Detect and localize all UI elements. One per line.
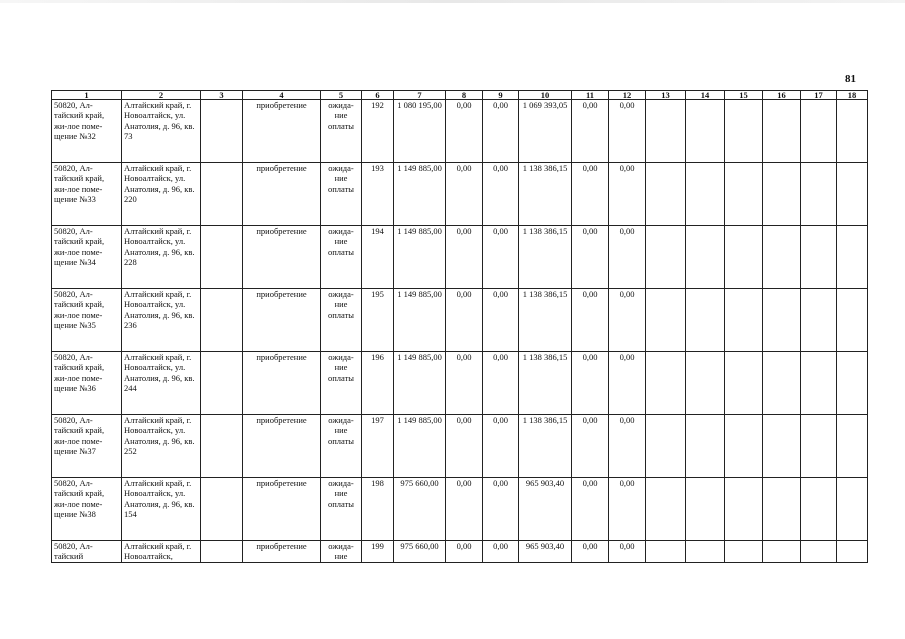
column-header: 9 <box>483 91 519 100</box>
scan-edge <box>0 0 905 3</box>
table-cell: 0,00 <box>483 415 519 478</box>
table-cell: приобретение <box>243 478 321 541</box>
table-cell <box>686 541 725 563</box>
table-cell <box>837 352 868 415</box>
page-number: 81 <box>845 73 856 85</box>
table-cell <box>201 226 243 289</box>
table-cell: 50820, Ал-тайский <box>52 541 122 563</box>
table-cell: ожида-ние оплаты <box>321 478 362 541</box>
table-cell: 0,00 <box>446 478 483 541</box>
table-cell: 0,00 <box>483 163 519 226</box>
table-cell: 0,00 <box>483 100 519 163</box>
table-cell: ожида-ние оплаты <box>321 415 362 478</box>
table-cell <box>686 226 725 289</box>
table-cell: Алтайский край, г. Новоалтайск, <box>122 541 201 563</box>
column-header: 4 <box>243 91 321 100</box>
table-cell: 0,00 <box>609 352 646 415</box>
table-cell: 0,00 <box>572 415 609 478</box>
table-cell: 1 138 386,15 <box>519 226 572 289</box>
table-cell <box>646 163 686 226</box>
table-cell: 0,00 <box>446 289 483 352</box>
table-cell: 975 660,00 <box>394 478 446 541</box>
column-header: 2 <box>122 91 201 100</box>
table-cell: Алтайский край, г. Новоалтайск, ул. Анатолия, д. 96, кв. 228 <box>122 226 201 289</box>
column-header: 8 <box>446 91 483 100</box>
table-cell: 0,00 <box>572 541 609 563</box>
table-cell <box>201 163 243 226</box>
column-header: 1 <box>52 91 122 100</box>
table-cell: 0,00 <box>483 289 519 352</box>
column-header: 12 <box>609 91 646 100</box>
table-cell: приобретение <box>243 226 321 289</box>
table-cell <box>201 352 243 415</box>
table-cell: 0,00 <box>572 100 609 163</box>
table-cell: 1 149 885,00 <box>394 226 446 289</box>
table-cell: 0,00 <box>572 478 609 541</box>
table-row <box>52 478 868 541</box>
table-cell <box>646 352 686 415</box>
table-cell <box>763 541 801 563</box>
table-cell <box>763 226 801 289</box>
table-cell: 50820, Ал-тайский край, жи-лое поме-щение №36 <box>52 352 122 415</box>
table-cell <box>725 226 763 289</box>
table-cell <box>837 415 868 478</box>
table-cell <box>646 541 686 563</box>
column-header: 3 <box>201 91 243 100</box>
table-cell: 195 <box>362 289 394 352</box>
table-cell: приобретение <box>243 352 321 415</box>
table-cell: 1 149 885,00 <box>394 415 446 478</box>
table-cell <box>801 478 837 541</box>
table-cell: 0,00 <box>609 478 646 541</box>
table-cell <box>686 415 725 478</box>
column-header: 17 <box>801 91 837 100</box>
table-cell: 1 069 393,05 <box>519 100 572 163</box>
table-cell <box>801 163 837 226</box>
table-cell: ожида-ние <box>321 541 362 563</box>
table-cell: 0,00 <box>609 415 646 478</box>
table-cell: 0,00 <box>483 352 519 415</box>
table-cell <box>801 100 837 163</box>
table-cell: 0,00 <box>483 541 519 563</box>
table-cell: Алтайский край, г. Новоалтайск, ул. Анатолия, д. 96, кв. 220 <box>122 163 201 226</box>
table-cell <box>646 415 686 478</box>
table-cell: 975 660,00 <box>394 541 446 563</box>
table-cell <box>801 289 837 352</box>
table-cell <box>686 352 725 415</box>
table-cell <box>837 100 868 163</box>
table-cell: 0,00 <box>446 541 483 563</box>
table-cell: 1 138 386,15 <box>519 163 572 226</box>
table-cell: приобретение <box>243 541 321 563</box>
table-cell: 0,00 <box>609 100 646 163</box>
table-cell <box>763 100 801 163</box>
table-cell: 1 138 386,15 <box>519 415 572 478</box>
column-header: 13 <box>646 91 686 100</box>
table-cell: ожида-ние оплаты <box>321 100 362 163</box>
table-cell <box>725 415 763 478</box>
table-cell <box>686 289 725 352</box>
table-cell: приобретение <box>243 289 321 352</box>
table-cell: Алтайский край, г. Новоалтайск, ул. Анатолия, д. 96, кв. 236 <box>122 289 201 352</box>
table-cell: ожида-ние оплаты <box>321 163 362 226</box>
table-cell: 50820, Ал-тайский край, жи-лое поме-щение №32 <box>52 100 122 163</box>
table-cell: 198 <box>362 478 394 541</box>
table-cell <box>801 352 837 415</box>
table-cell: Алтайский край, г. Новоалтайск, ул. Анатолия, д. 96, кв. 73 <box>122 100 201 163</box>
table-cell <box>763 352 801 415</box>
table-cell <box>763 478 801 541</box>
table-cell: 193 <box>362 163 394 226</box>
table-cell: 965 903,40 <box>519 541 572 563</box>
table-cell <box>201 415 243 478</box>
table-cell <box>646 289 686 352</box>
table-cell: 197 <box>362 415 394 478</box>
table-cell: 0,00 <box>609 226 646 289</box>
table-cell: 50820, Ал-тайский край, жи-лое поме-щение №33 <box>52 163 122 226</box>
table-cell: 192 <box>362 100 394 163</box>
table-cell <box>763 415 801 478</box>
table-cell <box>837 226 868 289</box>
table-cell <box>646 226 686 289</box>
table-cell: Алтайский край, г. Новоалтайск, ул. Анатолия, д. 96, кв. 252 <box>122 415 201 478</box>
table-cell: 0,00 <box>609 163 646 226</box>
table-cell: 0,00 <box>572 289 609 352</box>
table-cell: 1 149 885,00 <box>394 163 446 226</box>
table-header-row <box>52 91 868 100</box>
table-cell: приобретение <box>243 415 321 478</box>
table-cell: 0,00 <box>483 478 519 541</box>
table-cell: приобретение <box>243 163 321 226</box>
table-cell: 0,00 <box>446 352 483 415</box>
table-row <box>52 352 868 415</box>
table-cell <box>837 478 868 541</box>
table-cell <box>837 541 868 563</box>
table-cell: 1 138 386,15 <box>519 289 572 352</box>
table-cell: 0,00 <box>572 226 609 289</box>
table-cell <box>763 289 801 352</box>
table-cell <box>686 163 725 226</box>
table-row <box>52 415 868 478</box>
table-cell: 965 903,40 <box>519 478 572 541</box>
table-cell <box>725 352 763 415</box>
table-cell: 50820, Ал-тайский край, жи-лое поме-щение №34 <box>52 226 122 289</box>
table-cell <box>801 415 837 478</box>
table-cell <box>201 289 243 352</box>
table-row <box>52 100 868 163</box>
table-cell <box>686 100 725 163</box>
table-cell: 0,00 <box>446 163 483 226</box>
column-header: 14 <box>686 91 725 100</box>
column-header: 5 <box>321 91 362 100</box>
table-cell <box>801 541 837 563</box>
table-cell: ожида-ние оплаты <box>321 352 362 415</box>
data-table <box>51 90 868 563</box>
table-cell: 194 <box>362 226 394 289</box>
table-cell: 0,00 <box>572 352 609 415</box>
table-cell: 0,00 <box>483 226 519 289</box>
table-cell: Алтайский край, г. Новоалтайск, ул. Анатолия, д. 96, кв. 244 <box>122 352 201 415</box>
table-row <box>52 289 868 352</box>
table-cell <box>725 100 763 163</box>
table-cell <box>725 163 763 226</box>
table-row <box>52 226 868 289</box>
column-header: 10 <box>519 91 572 100</box>
table-cell <box>201 541 243 563</box>
column-header: 18 <box>837 91 868 100</box>
table-cell: 1 138 386,15 <box>519 352 572 415</box>
table-cell: 199 <box>362 541 394 563</box>
table-cell <box>686 478 725 541</box>
column-header: 7 <box>394 91 446 100</box>
table-row <box>52 541 868 563</box>
table-cell <box>763 163 801 226</box>
column-header: 15 <box>725 91 763 100</box>
table-cell: 50820, Ал-тайский край, жи-лое поме-щение №38 <box>52 478 122 541</box>
table-cell <box>725 478 763 541</box>
table-cell <box>201 100 243 163</box>
table-cell <box>837 289 868 352</box>
table-cell: приобретение <box>243 100 321 163</box>
column-header: 16 <box>763 91 801 100</box>
table-cell: 50820, Ал-тайский край, жи-лое поме-щение №35 <box>52 289 122 352</box>
table-cell: 1 149 885,00 <box>394 352 446 415</box>
table-cell <box>837 163 868 226</box>
column-header: 6 <box>362 91 394 100</box>
table-cell <box>801 226 837 289</box>
table-cell: ожида-ние оплаты <box>321 226 362 289</box>
table-cell <box>646 100 686 163</box>
table-cell <box>201 478 243 541</box>
table-cell <box>725 541 763 563</box>
table-cell: 0,00 <box>572 163 609 226</box>
table-cell: ожида-ние оплаты <box>321 289 362 352</box>
column-header: 11 <box>572 91 609 100</box>
table-cell: 50820, Ал-тайский край, жи-лое поме-щение №37 <box>52 415 122 478</box>
table-cell: 1 149 885,00 <box>394 289 446 352</box>
table-cell: 0,00 <box>609 541 646 563</box>
table-row <box>52 163 868 226</box>
table-cell: 1 080 195,00 <box>394 100 446 163</box>
table-cell <box>725 289 763 352</box>
table-cell: Алтайский край, г. Новоалтайск, ул. Анатолия, д. 96, кв. 154 <box>122 478 201 541</box>
table-cell: 0,00 <box>609 289 646 352</box>
table-cell: 0,00 <box>446 226 483 289</box>
table-cell: 0,00 <box>446 100 483 163</box>
table-cell <box>646 478 686 541</box>
table-cell: 196 <box>362 352 394 415</box>
table-cell: 0,00 <box>446 415 483 478</box>
